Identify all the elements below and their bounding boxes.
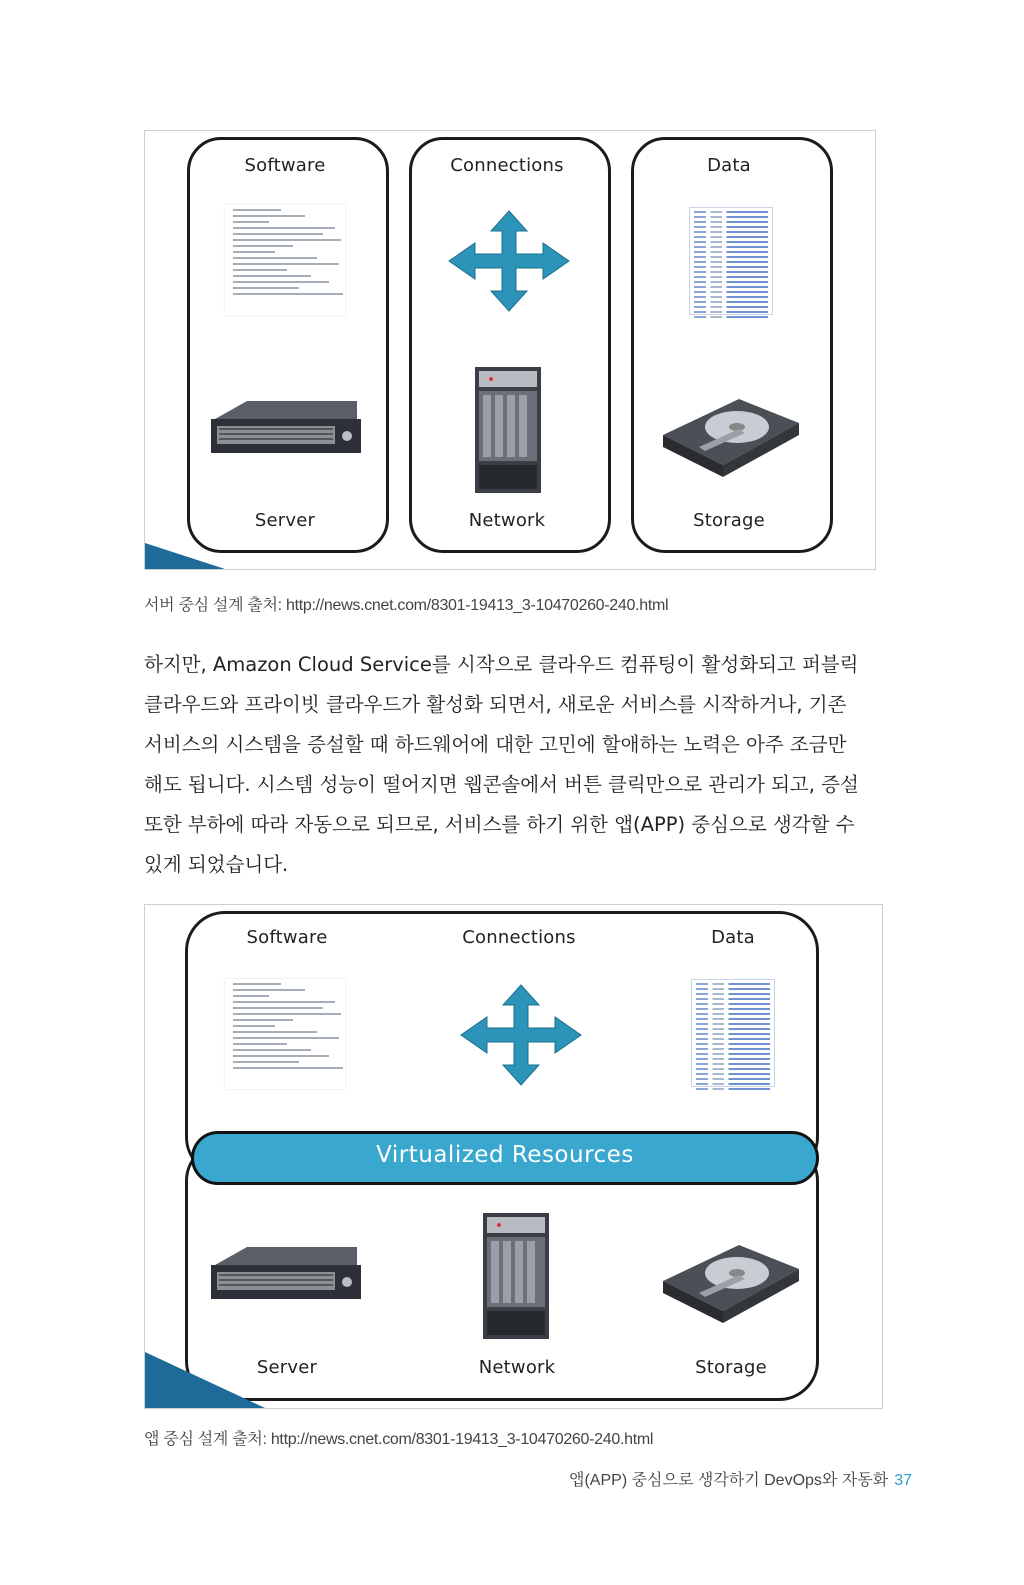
network-label: Network [468, 510, 546, 531]
hard-drive-image [659, 1241, 801, 1325]
server-image [207, 1245, 365, 1303]
network-label: Network [478, 1357, 556, 1378]
chapter-title: 앱(APP) 중심으로 생각하기 DevOps와 자동화 [569, 1472, 889, 1489]
storage-label: Storage [693, 510, 765, 531]
connections-label: Connections [462, 927, 576, 948]
page-number: 37 [894, 1472, 912, 1489]
four-way-arrows-icon [459, 983, 583, 1087]
page-footer [569, 1467, 912, 1490]
source-code-image [225, 205, 345, 315]
data-table-image [691, 979, 775, 1087]
paragraph-line: 해도 됩니다. 시스템 성능이 떨어지면 웹콘솔에서 버튼 클릭만으로 관리가 되고, 증설 [144, 773, 859, 796]
paragraph-line: 서비스의 시스템을 증설할 때 하드웨어에 대한 고민에 할애하는 노력은 아주 조금만 [144, 733, 847, 756]
four-way-arrows-icon [447, 209, 571, 313]
paragraph-line: 클라우드와 프라이빗 클라우드가 활성화 되면서, 새로운 서비스를 시작하거나, 기존 [144, 693, 847, 716]
source-code-image [225, 979, 345, 1089]
data-table-image [689, 207, 773, 315]
figure2-caption: 앱 중심 설계 출처: http://news.cnet.com/8301-19413_3-10470260-240.html [144, 1431, 654, 1448]
data-label: Data [711, 927, 755, 948]
connections-label: Connections [450, 155, 564, 176]
corner-accent [145, 543, 225, 569]
software-label: Software [244, 155, 326, 176]
software-server-column [187, 137, 389, 553]
figure1-caption: 서버 중심 설계 출처: http://news.cnet.com/8301-19413_3-10470260-240.html [144, 597, 669, 614]
body-paragraph [144, 645, 884, 885]
server-label: Server [254, 510, 316, 531]
app-centric-figure [144, 904, 883, 1409]
network-switch-image [471, 365, 545, 495]
server-centric-figure [144, 130, 876, 570]
paragraph-line: 있게 되었습니다. [144, 853, 289, 876]
data-label: Data [707, 155, 751, 176]
virtualized-resources-label: Virtualized Resources [376, 1142, 634, 1168]
server-label: Server [256, 1357, 318, 1378]
data-storage-column [631, 137, 833, 553]
virtualized-resources-band [191, 1131, 819, 1185]
paragraph-line: 하지만, Amazon Cloud Service를 시작으로 클라우드 컴퓨팅이 활성화되고 퍼블릭 [144, 653, 859, 676]
network-switch-image [479, 1211, 553, 1341]
storage-label: Storage [695, 1357, 767, 1378]
server-image [207, 399, 365, 457]
paragraph-line: 또한 부하에 따라 자동으로 되므로, 서비스를 하기 위한 앱(APP) 중심으로 생각할 수 [144, 813, 855, 836]
hard-drive-image [659, 395, 801, 479]
corner-accent [145, 1352, 265, 1408]
software-label: Software [246, 927, 328, 948]
